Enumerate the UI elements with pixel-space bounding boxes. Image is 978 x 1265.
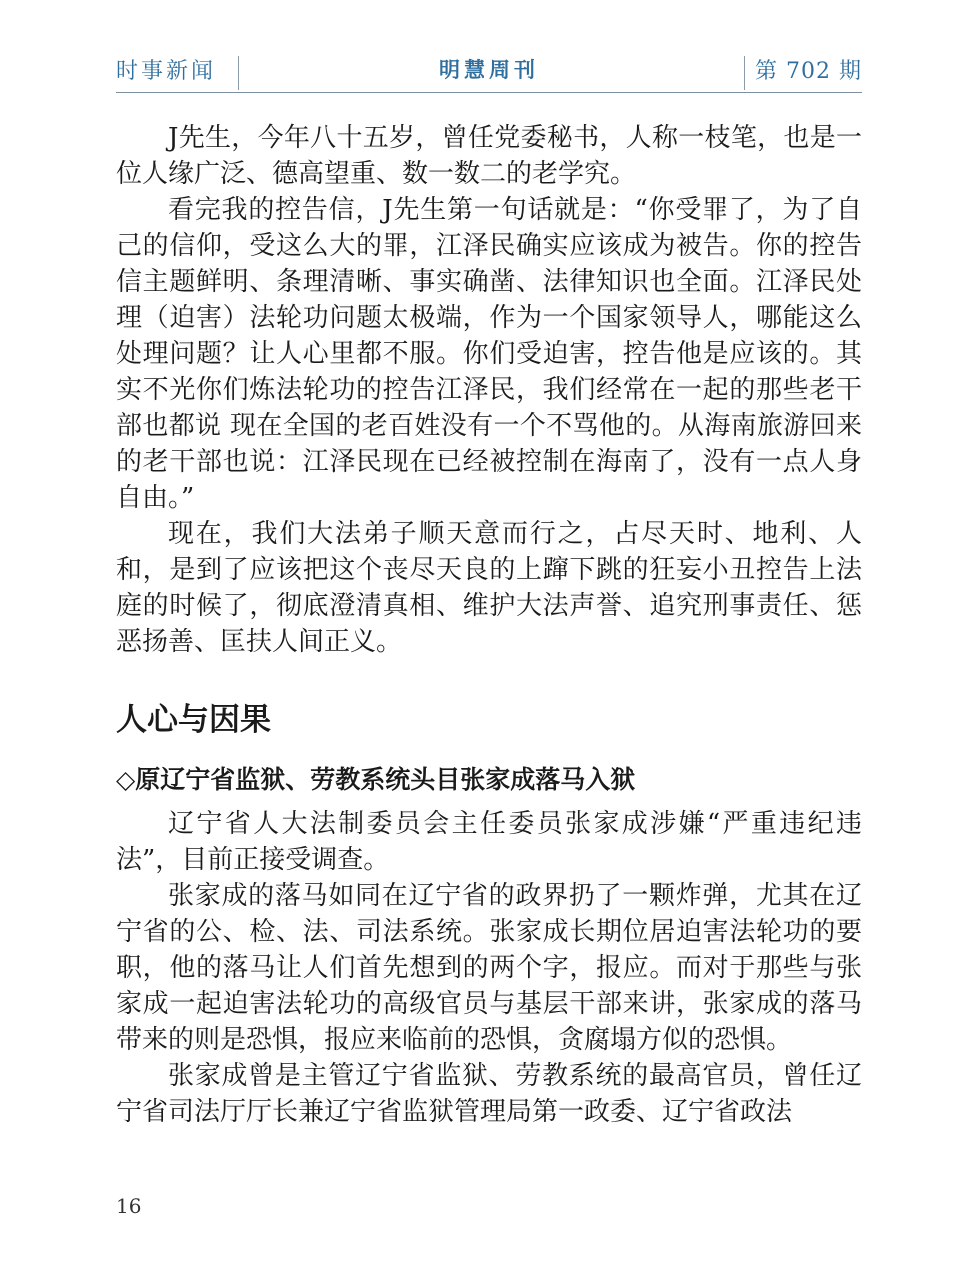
- article-body: [116, 120, 862, 1130]
- subsection-heading: ◇原辽宁省监狱、劳教系统头目张家成落马入狱: [116, 765, 636, 794]
- paragraph: 现在，我们大法弟子顺天意而行之，占尽天时、地利、人和，是到了应该把这个丧尽天良的上蹿下跳的狂妄小丑控告上法庭的时候了，彻底澄清真相、维护大法声誉、追究刑事责任、惩恶扬善、匡扶人间正义。: [116, 519, 862, 657]
- header-publication-title: 明慧周刊: [439, 58, 539, 82]
- paragraph: J先生，今年八十五岁，曾任党委秘书，人称一枝笔，也是一位人缘广泛、德高望重、数一数二的老学究。: [116, 123, 862, 189]
- paragraph: 张家成曾是主管辽宁省监狱、劳教系统的最高官员，曾任辽宁省司法厅厅长兼辽宁省监狱管理局第一政委、辽宁省政法: [116, 1061, 862, 1127]
- paragraph: 辽宁省人大法制委员会主任委员张家成涉嫌“严重违纪违法”，目前正接受调查。: [116, 809, 862, 875]
- page-number: 16: [116, 1194, 142, 1218]
- section-heading: 人心与因果: [116, 702, 271, 738]
- paragraph: 看完我的控告信，J先生第一句话就是：“你受罪了，为了自己的信仰，受这么大的罪，江泽民确实应该成为被告。你的控告信主题鲜明、条理清晰、事实确凿、法律知识也全面。江泽民处理（迫害）法轮功问题太极端，作为一个国家领导人，哪能这么处理问题？让人心里都不服。你们受迫害，控告他是应该的。其实不光你们炼法轮功的控告江泽民，我们经常在一起的那些老干部也都说 现在全国的老百姓没有一个不骂他的。从海南旅游回来的老干部也说：江泽民现在已经被控制在海南了，没有一点人身自由。”: [116, 195, 862, 513]
- page-header: [116, 48, 862, 93]
- paragraph: 张家成的落马如同在辽宁省的政界扔了一颗炸弹，尤其在辽宁省的公、检、法、司法系统。张家成长期位居迫害法轮功的要职，他的落马让人们首先想到的两个字，报应。而对于那些与张家成一起迫害法轮功的高级官员与基层干部来讲，张家成的落马带来的则是恐惧，报应来临前的恐惧，贪腐塌方似的恐惧。: [116, 881, 862, 1055]
- header-section-label: 时事新闻: [116, 59, 217, 84]
- header-issue-number: 第 702 期: [755, 59, 862, 84]
- header-divider-right: [744, 56, 745, 90]
